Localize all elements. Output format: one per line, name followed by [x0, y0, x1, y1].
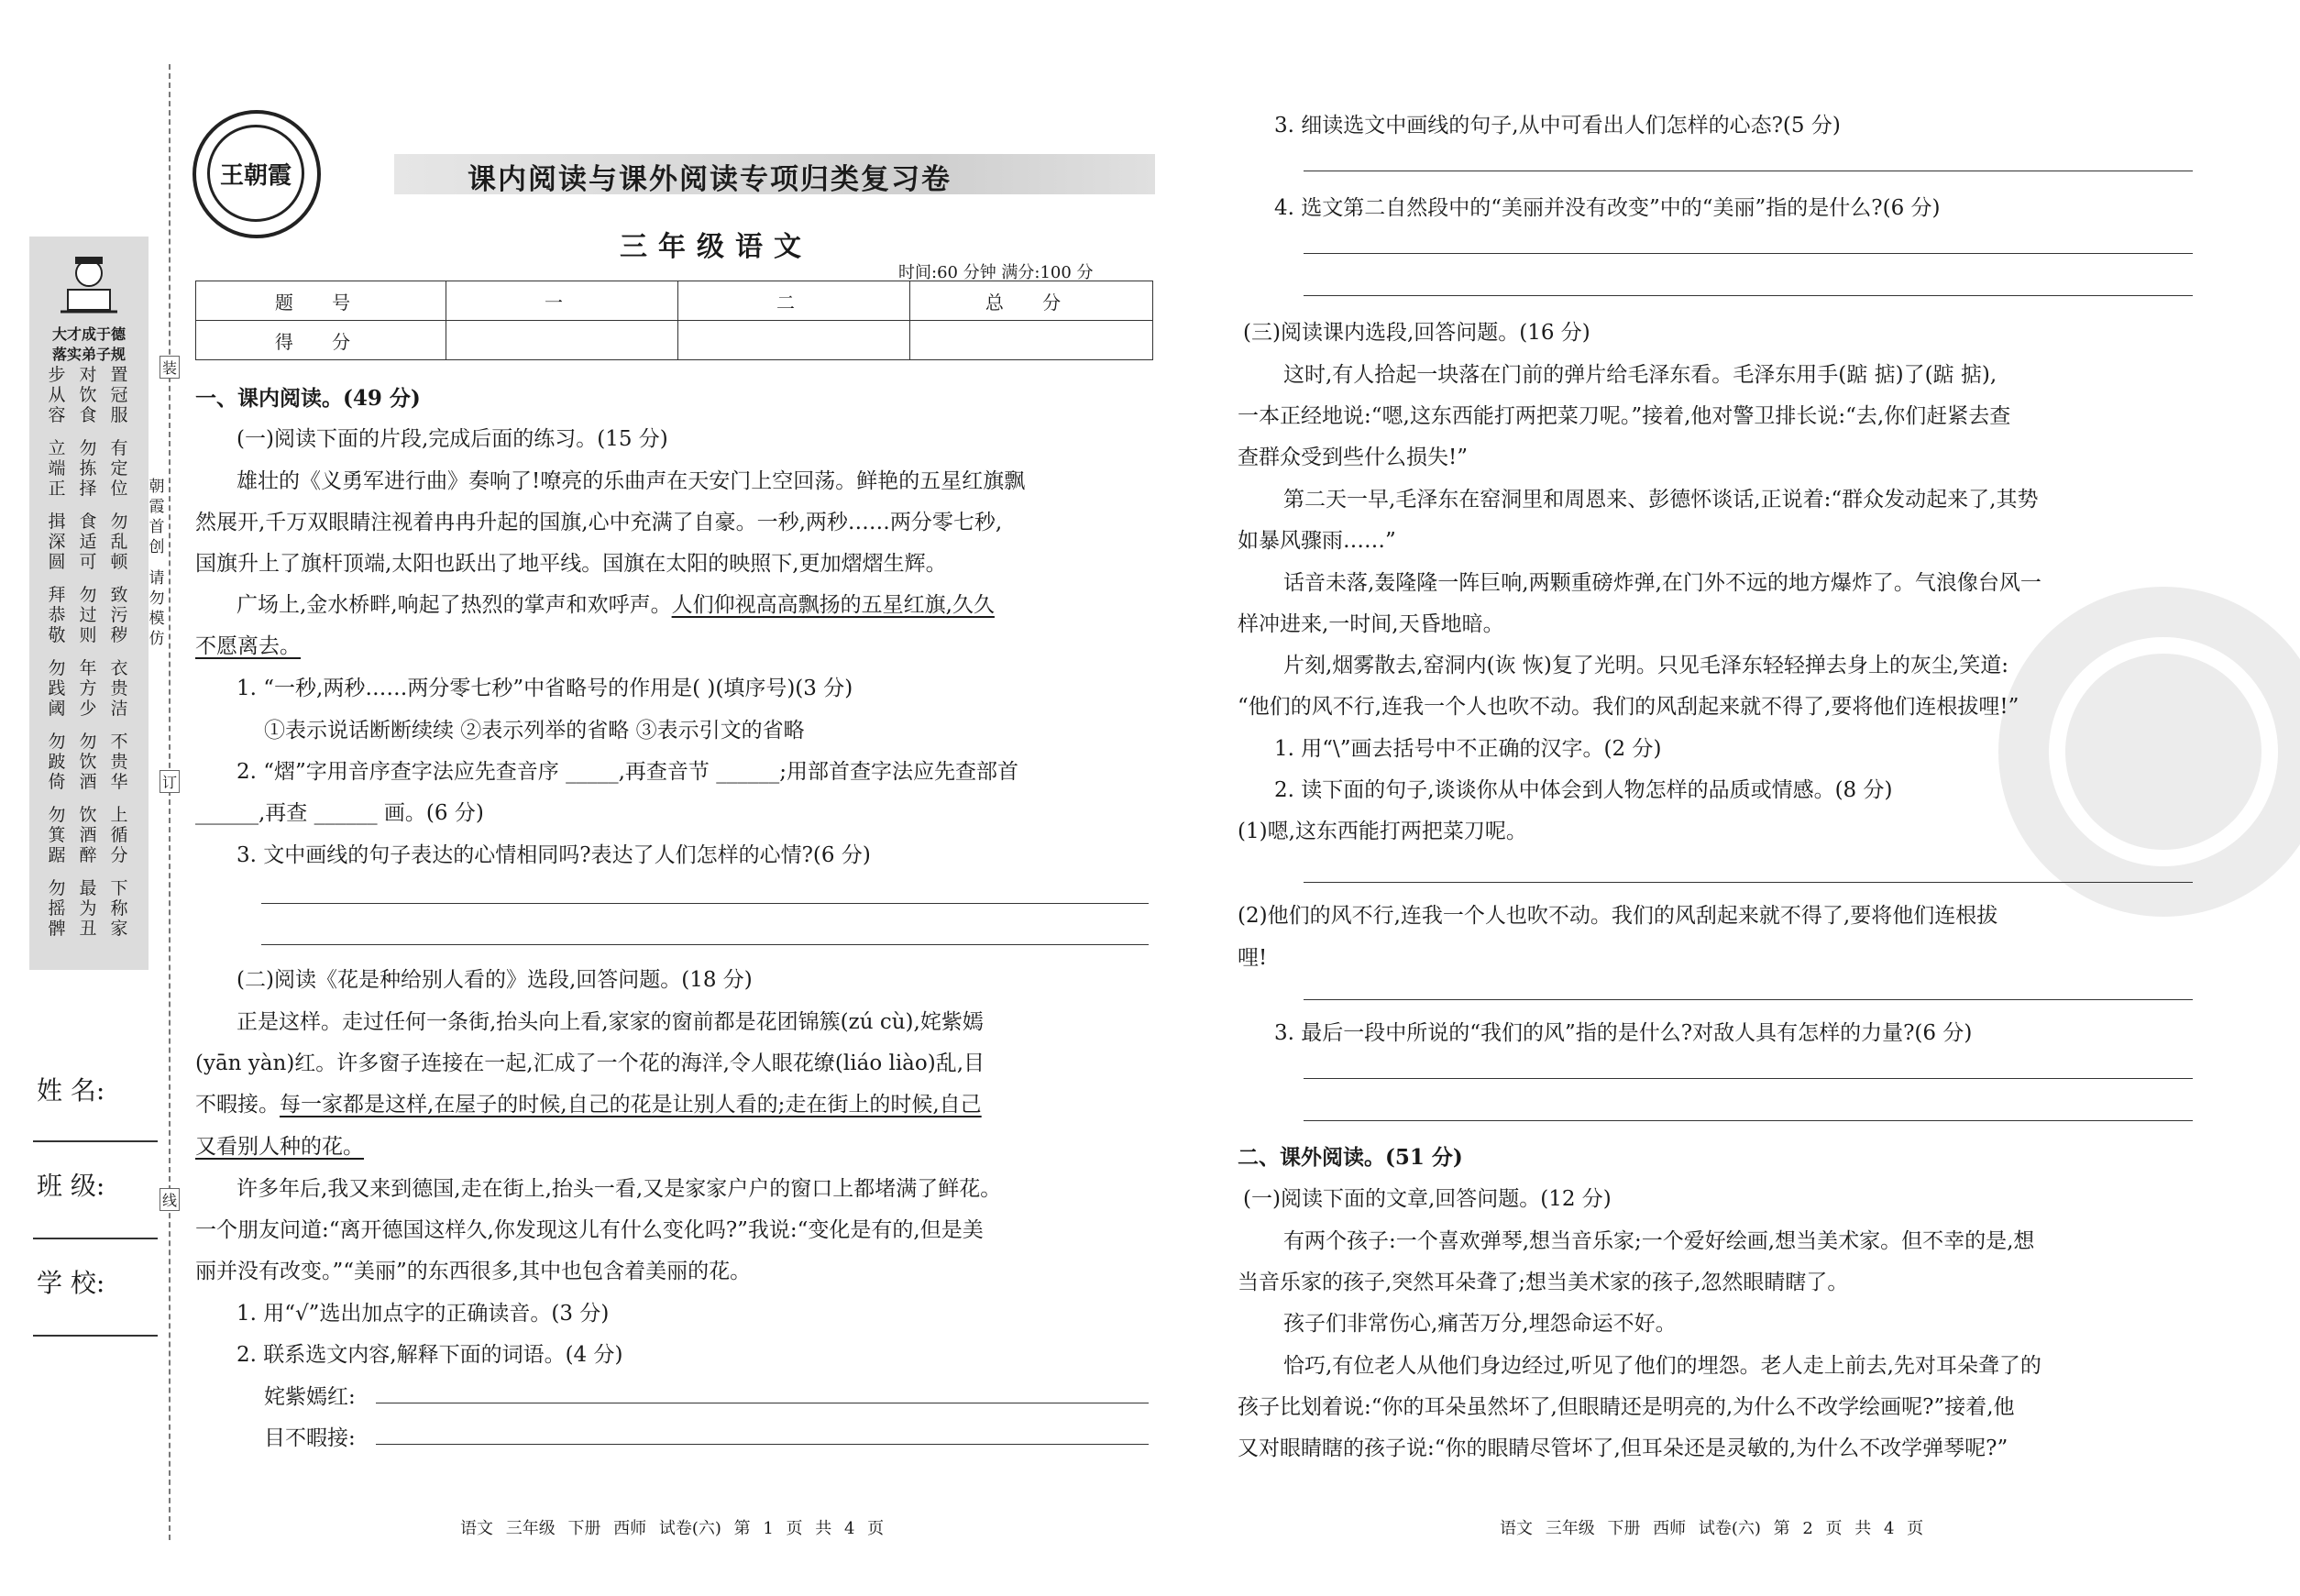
rule-text: 饮酒醉	[79, 805, 97, 865]
rule-group	[46, 365, 130, 425]
rule-text: 勿箕踞	[48, 805, 66, 865]
passage-line: 片刻,烟雾散去,窑洞内(诙 恢)复了光明。只见毛泽东轻轻掸去身上的灰尘,笑道:	[1283, 654, 2008, 677]
table-cell: 二	[678, 281, 910, 321]
sub-question: 哩!	[1238, 946, 1268, 970]
time-info: 时间:60 分钟 满分:100 分	[898, 263, 1094, 282]
logo-text: 王朝霞	[207, 125, 304, 222]
underlined-sentence: 又看别人种的花。	[195, 1135, 364, 1159]
rule-text: 勿拣择	[79, 438, 97, 499]
question: 4. 选文第二自然段中的“美丽并没有改变”中的“美丽”指的是什么?(6 分)	[1274, 196, 1941, 220]
table-cell: 总 分	[910, 281, 1153, 321]
question: 2. “熠”字用音序查字法应先查音序 _____,再查音节 ______;用部首查字法应先查部首	[237, 760, 1018, 784]
subtitle: 三年级语文	[620, 231, 812, 263]
passage-line: 有两个孩子:一个喜欢弹琴,想当音乐家;一个爱好绘画,想当美术家。但不幸的是,想	[1283, 1229, 2035, 1253]
term-label: 姹紫嫣红:	[264, 1385, 356, 1409]
rule-text: 有定位	[110, 438, 128, 499]
passage-line: (yān yàn)红。许多窗子连接在一起,汇成了一个花的海洋,令人眼花缭(liáo liào)乱,目	[195, 1051, 985, 1075]
sub-question: (1)嗯,这东西能打两把菜刀呢。	[1238, 820, 1527, 843]
copyright-note: 朝霞首创	[149, 478, 165, 556]
score-table	[195, 281, 1153, 360]
rule-group	[46, 438, 130, 499]
underlined-sentence: 不愿离去。	[195, 634, 301, 658]
table-cell: 一	[446, 281, 678, 321]
rule-text: 食适可	[79, 512, 97, 572]
rules-list	[46, 365, 130, 952]
page-footer: 语文 三年级 下册 西师 试卷(六) 第 1 页 共 4 页	[460, 1519, 885, 1538]
scholar-icon	[55, 246, 123, 319]
passage-line: 丽并没有改变。”“美丽”的东西很多,其中也包含着美丽的花。	[195, 1260, 752, 1283]
text-span: 广场上,金水桥畔,响起了热烈的掌声和欢呼声。	[237, 593, 672, 617]
motto-line1: 大才成于德	[51, 325, 126, 343]
class-label: 班 级:	[37, 1171, 105, 1201]
answer-line[interactable]	[261, 903, 1149, 904]
rule-text: 勿践阈	[48, 658, 66, 719]
passage-line: “他们的风不行,连我一个人也吹不动。我们的风刮起来就不得了,要将他们连根拔哩!”	[1238, 695, 2019, 719]
table-row	[196, 321, 1153, 360]
table-cell: 得 分	[196, 321, 446, 360]
answer-line[interactable]	[1304, 1120, 2193, 1121]
term-label: 目不暇接:	[264, 1426, 356, 1450]
brand-logo	[193, 110, 321, 238]
sidebar-panel	[29, 237, 149, 970]
rule-text: 揖深圆	[48, 512, 66, 572]
table-cell: 题 号	[196, 281, 446, 321]
rule-group	[46, 512, 130, 572]
rule-text: 勿乱顿	[110, 512, 128, 572]
rule-text: 衣贵洁	[110, 658, 128, 719]
rule-text: 不贵华	[110, 732, 128, 792]
score-input[interactable]	[446, 321, 678, 360]
question: 3. 文中画线的句子表达的心情相同吗?表达了人们怎样的心情?(6 分)	[237, 843, 871, 867]
school-label: 学 校:	[37, 1268, 105, 1298]
score-input[interactable]	[910, 321, 1153, 360]
passage-line	[195, 1087, 982, 1117]
rule-text: 致污秽	[110, 585, 128, 645]
rule-text: 置冠服	[110, 365, 128, 425]
cut-label: 线	[160, 1188, 180, 1211]
score-input[interactable]	[678, 321, 910, 360]
school-field[interactable]	[33, 1335, 158, 1337]
rule-text: 勿过则	[79, 585, 97, 645]
passage-line: 正是这样。走过任何一条街,抬头向上看,家家的窗前都是花团锦簇(zú cù),姹紫嫣	[237, 1010, 984, 1034]
passage-line: 如暴风骤雨……”	[1238, 529, 1396, 553]
passage-line	[237, 588, 995, 618]
passage-line: 国旗升上了旗杆顶端,太阳也跃出了地平线。国旗在太阳的映照下,更加熠熠生辉。	[195, 552, 947, 576]
rule-group	[46, 878, 130, 939]
page-footer: 语文 三年级 下册 西师 试卷(六) 第 2 页 共 4 页	[1500, 1519, 1924, 1538]
answer-line[interactable]	[1304, 999, 2193, 1000]
passage-line: 第二天一早,毛泽东在窑洞里和周恩来、彭德怀谈话,正说着:“群众发动起来了,其势	[1283, 488, 2039, 512]
passage-line: 许多年后,我又来到德国,走在街上,抬头一看,又是家家户户的窗口上都堵满了鲜花。	[237, 1177, 1002, 1201]
underlined-sentence: 人们仰视高高飘扬的五星红旗,久久	[671, 593, 995, 617]
passage-line: 一个朋友问道:“离开德国这样久,你发现这儿有什么变化吗?”我说:“变化是有的,但是美	[195, 1218, 984, 1242]
rule-text: 年方少	[79, 658, 97, 719]
name-field[interactable]	[33, 1140, 158, 1142]
answer-line[interactable]	[376, 1444, 1149, 1445]
passage-line: 孩子们非常伤心,痛苦万分,埋怨命运不好。	[1283, 1312, 1677, 1336]
rule-text: 勿跛倚	[48, 732, 66, 792]
passage-heading: (一)阅读下面的文章,回答问题。(12 分)	[1243, 1187, 1612, 1211]
passage-line: 雄壮的《义勇军进行曲》奏响了!嘹亮的乐曲声在天安门上空回荡。鲜艳的五星红旗飘	[237, 469, 1026, 493]
cut-label: 装	[160, 356, 180, 379]
answer-line[interactable]	[1304, 295, 2193, 296]
question-options: ①表示说话断断续续 ②表示列举的省略 ③表示引文的省略	[264, 719, 805, 743]
passage-line: 一本正经地说:“嗯,这东西能打两把菜刀呢。”接着,他对警卫排长说:“去,你们赶紧去查	[1238, 404, 2011, 428]
rule-text: 拜恭敬	[48, 585, 66, 645]
rule-text: 勿饮酒	[79, 732, 97, 792]
question: 3. 最后一段中所说的“我们的风”指的是什么?对敌人具有怎样的力量?(6 分)	[1274, 1021, 1973, 1045]
text-span: 不暇接。	[195, 1093, 280, 1117]
rule-text: 步从容	[48, 365, 66, 425]
question: 1. 用“\”画去括号中不正确的汉字。(2 分)	[1274, 737, 1662, 761]
copyright-note: 请勿模仿	[149, 569, 165, 648]
underlined-sentence: 每一家都是这样,在屋子的时候,自己的花是让别人看的;走在街上的时候,自己	[280, 1093, 982, 1117]
question: 3. 细读选文中画线的句子,从中可看出人们怎样的心态?(5 分)	[1274, 114, 1841, 138]
rule-group	[46, 732, 130, 792]
rule-text: 上循分	[110, 805, 128, 865]
answer-line[interactable]	[1304, 1078, 2193, 1079]
answer-line[interactable]	[261, 944, 1149, 945]
name-label: 姓 名:	[37, 1075, 105, 1106]
passage-line: 样冲进来,一时间,天昏地暗。	[1238, 612, 1504, 636]
passage-line: 恰巧,有位老人从他们身边经过,听见了他们的埋怨。老人走上前去,先对耳朵聋了的	[1283, 1354, 2041, 1378]
question: ______,再查 ______ 画。(6 分)	[195, 801, 484, 825]
rule-group	[46, 585, 130, 645]
passage-heading: (二)阅读《花是种给别人看的》选段,回答问题。(18 分)	[237, 968, 753, 992]
passage-line: 话音未落,轰隆隆一阵巨响,两颗重磅炸弹,在门外不远的地方爆炸了。气浪像台风一	[1283, 571, 2041, 595]
passage-line: 当音乐家的孩子,突然耳朵聋了;想当美术家的孩子,忽然眼睛瞎了。	[1238, 1271, 1849, 1294]
answer-line[interactable]	[1304, 253, 2193, 254]
cut-line	[169, 64, 171, 1540]
passage-heading: (一)阅读下面的片段,完成后面的练习。(15 分)	[237, 427, 668, 451]
passage-heading: (三)阅读课内选段,回答问题。(16 分)	[1243, 321, 1590, 345]
question: 1. 用“√”选出加点字的正确读音。(3 分)	[237, 1302, 610, 1326]
table-row	[196, 281, 1153, 321]
sub-question: (2)他们的风不行,连我一个人也吹不动。我们的风刮起来就不得了,要将他们连根拔	[1238, 904, 1998, 928]
rule-group	[46, 658, 130, 719]
rule-text: 下称家	[110, 878, 128, 939]
section-heading: 二、课外阅读。(51 分)	[1238, 1145, 1463, 1170]
cut-label: 订	[160, 770, 180, 793]
passage-line: 然展开,千万双眼睛注视着冉冉升起的国旗,心中充满了自豪。一秒,两秒……两分零七秒,	[195, 511, 1003, 534]
rule-group	[46, 805, 130, 865]
section-heading: 一、课内阅读。(49 分)	[195, 386, 421, 411]
page-title: 课内阅读与课外阅读专项归类复习卷	[468, 163, 952, 196]
passage-line: 这时,有人拾起一块落在门前的弹片给毛泽东看。毛泽东用手(踮 掂)了(踮 掂),	[1283, 363, 1997, 387]
passage-line: 孩子比划着说:“你的耳朵虽然坏了,但眼睛还是明亮的,为什么不改学绘画呢?”接着,他	[1238, 1395, 2015, 1419]
motto-line2: 落实弟子规	[51, 346, 126, 363]
question: 2. 联系选文内容,解释下面的词语。(4 分)	[237, 1343, 623, 1367]
passage-line: 查群众受到些什么损失!”	[1238, 446, 1469, 469]
answer-line[interactable]	[1304, 882, 2193, 883]
watermark-seal-icon	[1998, 587, 2300, 917]
rule-text: 最为丑	[79, 878, 97, 939]
rule-text: 勿摇髀	[48, 878, 66, 939]
class-field[interactable]	[33, 1238, 158, 1239]
passage-line: 又对眼睛瞎的孩子说:“你的眼睛尽管坏了,但耳朵还是灵敏的,为什么不改学弹琴呢?”	[1238, 1436, 2008, 1460]
rule-text: 对饮食	[79, 365, 97, 425]
rule-text: 立端正	[48, 438, 66, 499]
question: 1. “一秒,两秒……两分零七秒”中省略号的作用是( )(填序号)(3 分)	[237, 677, 853, 700]
question: 2. 读下面的句子,谈谈你从中体会到人物怎样的品质或情感。(8 分)	[1274, 778, 1893, 802]
